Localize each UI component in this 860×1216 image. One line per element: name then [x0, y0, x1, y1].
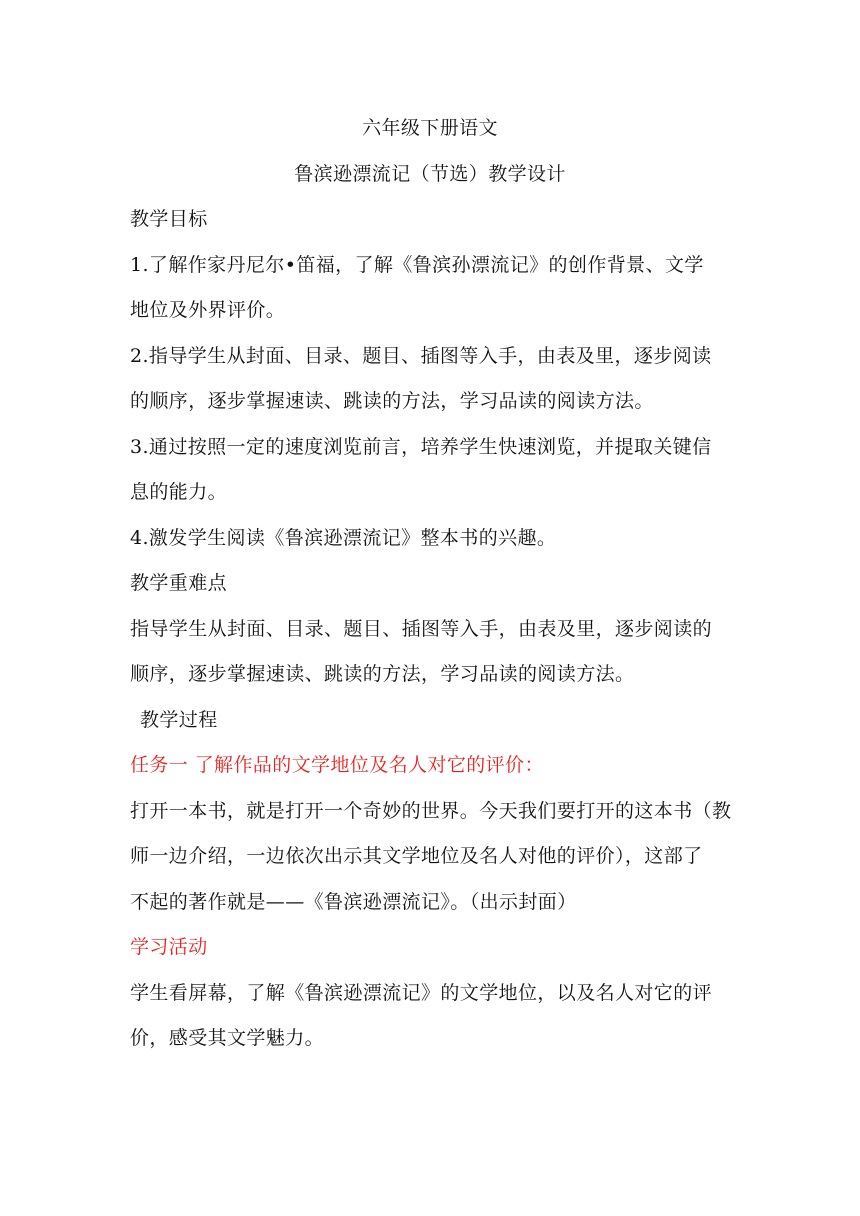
goal-3-line-1: 3.通过按照一定的速度浏览前言，培养学生快速浏览，并提取关键信 [130, 436, 712, 458]
section-heading-goals: 教学目标 [130, 208, 208, 230]
keypoints-line-2: 顺序，逐步掌握速读、跳读的方法，学习品读的阅读方法。 [130, 663, 635, 685]
activity-line-1: 学生看屏幕，了解《鲁滨逊漂流记》的文学地位，以及名人对它的评 [130, 982, 713, 1004]
lesson-title: 鲁滨逊漂流记（节选）教学设计 [294, 163, 566, 185]
document-title: 六年级下册语文 [362, 117, 498, 139]
goal-3-line-2: 息的能力。 [130, 481, 228, 503]
goal-2-line-1: 2.指导学生从封面、目录、题目、插图等入手，由表及里，逐步阅读 [130, 345, 712, 367]
activity-line-2: 价，感受其文学魅力。 [130, 1027, 325, 1049]
section-heading-keypoints: 教学重难点 [130, 572, 228, 594]
task-1-line-3: 不起的著作就是——《鲁滨逊漂流记》。（出示封面） [130, 891, 577, 913]
task-1-line-2: 师一边介绍，一边依次出示其文学地位及名人对他的评价），这部了 [130, 845, 703, 867]
task-1-line-1: 打开一本书，就是打开一个奇妙的世界。今天我们要打开的这本书（教 [130, 800, 732, 822]
section-heading-process: 教学过程 [140, 709, 218, 731]
goal-4-line-1: 4.激发学生阅读《鲁滨逊漂流记》整本书的兴趣。 [130, 527, 557, 549]
goal-2-line-2: 的顺序，逐步掌握速读、跳读的方法，学习品读的阅读方法。 [130, 390, 654, 412]
goal-1-line-2: 地位及外界评价。 [130, 299, 286, 321]
keypoints-line-1: 指导学生从封面、目录、题目、插图等入手，由表及里，逐步阅读的 [130, 618, 713, 640]
goal-1-line-1: 1.了解作家丹尼尔•笛福，了解《鲁滨孙漂流记》的创作背景、文学 [130, 254, 704, 276]
task-1-heading: 任务一 了解作品的文学地位及名人对它的评价： [130, 754, 544, 776]
activity-heading: 学习活动 [130, 936, 208, 958]
